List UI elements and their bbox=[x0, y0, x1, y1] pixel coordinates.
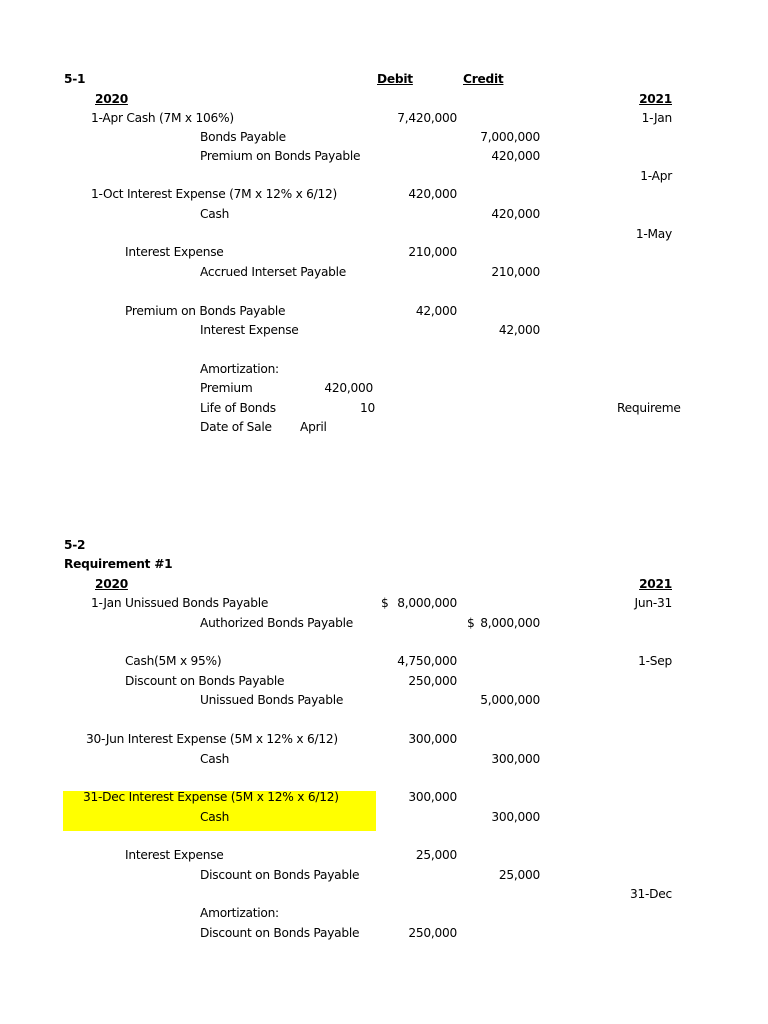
sheet-cell: 300,000 bbox=[491, 810, 540, 824]
sheet-cell: 2020 bbox=[95, 577, 128, 591]
sheet-cell: 1-Apr bbox=[640, 169, 672, 183]
sheet-cell: 250,000 bbox=[408, 926, 457, 940]
sheet-cell: 2021 bbox=[639, 92, 672, 106]
sheet-cell: 420,000 bbox=[491, 207, 540, 221]
sheet-cell: Premium on Bonds Payable bbox=[200, 149, 361, 163]
sheet-cell: Amortization: bbox=[200, 362, 279, 376]
sheet-cell: Debit bbox=[377, 72, 413, 86]
sheet-cell: 210,000 bbox=[491, 265, 540, 279]
sheet-cell: 1-Sep bbox=[638, 654, 672, 668]
sheet-cell: Requireme bbox=[617, 401, 681, 415]
sheet-cell: Cash bbox=[200, 810, 230, 824]
sheet-cell: 1-Apr Cash (7M x 106%) bbox=[91, 111, 234, 125]
sheet-cell: 8,000,000 bbox=[480, 616, 540, 630]
sheet-cell: 5-2 bbox=[64, 538, 86, 552]
sheet-cell: Discount on Bonds Payable bbox=[200, 926, 360, 940]
sheet-cell: Accrued Interset Payable bbox=[200, 265, 347, 279]
sheet-cell: 420,000 bbox=[408, 187, 457, 201]
sheet-cell: 8,000,000 bbox=[397, 596, 457, 610]
sheet-cell: 2021 bbox=[639, 577, 672, 591]
sheet-cell: Authorized Bonds Payable bbox=[200, 616, 353, 630]
sheet-cell: 5-1 bbox=[64, 72, 86, 86]
sheet-cell: 42,000 bbox=[415, 304, 457, 318]
sheet-cell: Interest Expense bbox=[125, 245, 224, 259]
sheet-cell: 300,000 bbox=[408, 790, 457, 804]
sheet-cell: Premium on Bonds Payable bbox=[125, 304, 286, 318]
sheet-cell: Interest Expense bbox=[125, 848, 224, 862]
sheet-cell: 1-May bbox=[635, 227, 672, 241]
sheet-cell: 42,000 bbox=[498, 323, 540, 337]
sheet-cell: April bbox=[300, 420, 327, 434]
sheet-cell: Credit bbox=[463, 72, 504, 86]
sheet-cell: Premium bbox=[200, 381, 253, 395]
sheet-cell: 7,000,000 bbox=[480, 130, 540, 144]
sheet-cell: Life of Bonds bbox=[200, 401, 276, 415]
sheet-cell: 31-Dec Interest Expense (5M x 12% x 6/12) bbox=[83, 790, 339, 804]
sheet-cell: Cash bbox=[200, 207, 230, 221]
sheet-cell: Date of Sale bbox=[200, 420, 272, 434]
sheet-cell: $ bbox=[381, 596, 389, 610]
sheet-cell: 30-Jun Interest Expense (5M x 12% x 6/12) bbox=[86, 732, 338, 746]
sheet-cell: 300,000 bbox=[491, 752, 540, 766]
sheet-cell: 1-Jan Unissued Bonds Payable bbox=[91, 596, 269, 610]
sheet-cell: Discount on Bonds Payable bbox=[200, 868, 360, 882]
sheet-cell: 31-Dec bbox=[630, 887, 672, 901]
sheet-cell: Discount on Bonds Payable bbox=[125, 674, 285, 688]
sheet-cell: Interest Expense bbox=[200, 323, 299, 337]
sheet-cell: 1-Jan bbox=[641, 111, 672, 125]
sheet-cell: Unissued Bonds Payable bbox=[200, 693, 344, 707]
sheet-cell: $ bbox=[467, 616, 475, 630]
sheet-cell: 250,000 bbox=[408, 674, 457, 688]
sheet-cell: 2020 bbox=[95, 92, 128, 106]
sheet-cell: 10 bbox=[359, 401, 375, 415]
sheet-cell: Jun-31 bbox=[634, 596, 672, 610]
sheet-cell: 210,000 bbox=[408, 245, 457, 259]
sheet-cell: 7,420,000 bbox=[397, 111, 457, 125]
sheet-cell: 420,000 bbox=[324, 381, 373, 395]
sheet-cell: Cash(5M x 95%) bbox=[125, 654, 222, 668]
sheet-cell: 300,000 bbox=[408, 732, 457, 746]
sheet-cell: Cash bbox=[200, 752, 230, 766]
sheet-cell: 4,750,000 bbox=[397, 654, 457, 668]
sheet-cell: 5,000,000 bbox=[480, 693, 540, 707]
sheet-cell: Requirement #1 bbox=[64, 557, 173, 571]
sheet-cell: 420,000 bbox=[491, 149, 540, 163]
sheet-cell: 25,000 bbox=[498, 868, 540, 882]
sheet-cell: Bonds Payable bbox=[200, 130, 286, 144]
sheet-cell: 1-Oct Interest Expense (7M x 12% x 6/12) bbox=[91, 187, 338, 201]
sheet-cell: Amortization: bbox=[200, 906, 279, 920]
sheet-cell: 25,000 bbox=[415, 848, 457, 862]
